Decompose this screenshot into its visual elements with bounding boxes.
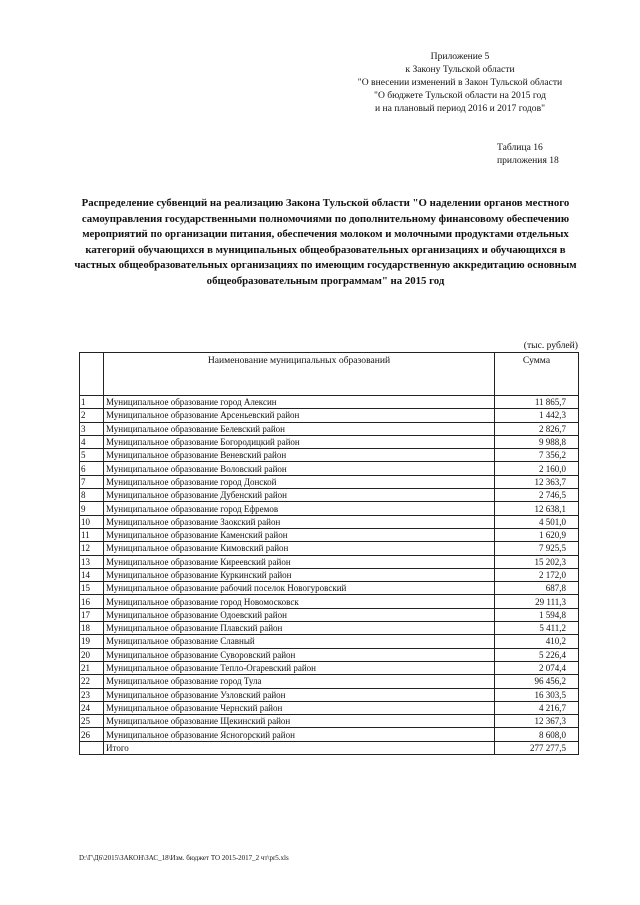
row-name-cell: Муниципальное образование Одоевский район (104, 608, 495, 621)
row-number-cell: 4 (80, 435, 104, 448)
row-name-cell: Муниципальное образование Суворовский район (104, 648, 495, 661)
table-row (80, 728, 579, 741)
row-name-cell: Муниципальное образование Дубенский район (104, 489, 495, 502)
row-sum-cell: 12 638,1 (495, 502, 579, 515)
table-row (80, 409, 579, 422)
row-number-cell: 8 (80, 489, 104, 502)
row-number-cell: 26 (80, 728, 104, 741)
appendix-block (345, 50, 575, 115)
row-name-cell: Муниципальное образование Тепло-Огаревский район (104, 661, 495, 674)
row-sum-cell: 1 594,8 (495, 608, 579, 621)
row-sum-cell: 4 501,0 (495, 515, 579, 528)
row-number-cell: 14 (80, 568, 104, 581)
table-row (80, 608, 579, 621)
table-row (80, 675, 579, 688)
row-name-cell: Муниципальное образование город Новомосковск (104, 595, 495, 608)
row-sum-cell: 1 442,3 (495, 409, 579, 422)
table-label (497, 141, 597, 167)
table-row (80, 515, 579, 528)
row-sum-cell: 8 608,0 (495, 728, 579, 741)
row-number-cell: 18 (80, 622, 104, 635)
table-header-row (80, 353, 579, 396)
header-name-cell: Наименование муниципальных образований (104, 353, 495, 396)
row-sum-cell: 12 363,7 (495, 475, 579, 488)
row-number-cell: 9 (80, 502, 104, 515)
row-number-cell: 24 (80, 701, 104, 714)
row-number-cell: 25 (80, 715, 104, 728)
row-number-cell: 19 (80, 635, 104, 648)
table-row (80, 489, 579, 502)
row-sum-cell: 4 216,7 (495, 701, 579, 714)
table-row (80, 595, 579, 608)
appendix-line-3: "О внесении изменений в Закон Тульской области (357, 77, 563, 88)
row-sum-cell: 7 925,5 (495, 542, 579, 555)
row-number-cell: 22 (80, 675, 104, 688)
row-name-cell: Муниципальное образование город Ефремов (104, 502, 495, 515)
table-row (80, 422, 579, 435)
row-sum-cell: 16 303,5 (495, 688, 579, 701)
row-sum-cell: 29 111,3 (495, 595, 579, 608)
row-sum-cell: 2 074,4 (495, 661, 579, 674)
table-row (80, 528, 579, 541)
appendix-line-2: к Закону Тульской области (405, 64, 515, 75)
row-name-cell: Муниципальное образование Заокский район (104, 515, 495, 528)
table-row (80, 635, 579, 648)
row-number-cell: 13 (80, 555, 104, 568)
row-sum-cell: 12 367,3 (495, 715, 579, 728)
row-name-cell: Муниципальное образование Чернский район (104, 701, 495, 714)
row-name-cell: Муниципальное образование Веневский район (104, 449, 495, 462)
row-name-cell: Муниципальное образование Богородицкий район (104, 435, 495, 448)
table-row (80, 435, 579, 448)
row-sum-cell: 687,8 (495, 582, 579, 595)
row-sum-cell: 11 865,7 (495, 396, 579, 409)
subsidy-table (79, 352, 579, 755)
row-number-cell: 10 (80, 515, 104, 528)
row-number-cell: 17 (80, 608, 104, 621)
row-number-cell: 16 (80, 595, 104, 608)
appendix-line-5: и на плановый период 2016 и 2017 годов" (374, 103, 546, 114)
table-row (80, 555, 579, 568)
table-row (80, 396, 579, 409)
row-sum-cell: 2 826,7 (495, 422, 579, 435)
total-number-cell (80, 741, 104, 754)
row-sum-cell: 410,2 (495, 635, 579, 648)
row-name-cell: Муниципальное образование город Донской (104, 475, 495, 488)
row-name-cell: Муниципальное образование Киреевский район (104, 555, 495, 568)
row-name-cell: Муниципальное образование Белевский район (104, 422, 495, 435)
row-number-cell: 3 (80, 422, 104, 435)
row-sum-cell: 5 226,4 (495, 648, 579, 661)
table-row (80, 688, 579, 701)
units-label: (тыс. рублей) (523, 340, 578, 351)
table-row (80, 715, 579, 728)
row-name-cell: Муниципальное образование город Тула (104, 675, 495, 688)
table-row (80, 568, 579, 581)
appendix-line-1: Приложение 5 (430, 51, 490, 62)
row-sum-cell: 2 172,0 (495, 568, 579, 581)
row-name-cell: Муниципальное образование рабочий поселок Новогуровский (104, 582, 495, 595)
row-sum-cell: 7 356,2 (495, 449, 579, 462)
row-sum-cell: 5 411,2 (495, 622, 579, 635)
table-row (80, 502, 579, 515)
row-name-cell: Муниципальное образование Кимовский район (104, 542, 495, 555)
row-sum-cell: 2 160,0 (495, 462, 579, 475)
row-name-cell: Муниципальное образование Щекинский район (104, 715, 495, 728)
header-sum-cell: Сумма (495, 353, 579, 396)
appendix-line-4: "О бюджете Тульской области на 2015 год (374, 90, 546, 101)
table-row (80, 622, 579, 635)
row-name-cell: Муниципальное образование Воловский район (104, 462, 495, 475)
table-row (80, 661, 579, 674)
row-number-cell: 20 (80, 648, 104, 661)
table-row (80, 648, 579, 661)
table-label-line-2: приложения 18 (497, 155, 559, 166)
row-sum-cell: 1 620,9 (495, 528, 579, 541)
row-name-cell: Муниципальное образование Славный (104, 635, 495, 648)
row-number-cell: 1 (80, 396, 104, 409)
table-row (80, 701, 579, 714)
row-number-cell: 23 (80, 688, 104, 701)
row-sum-cell: 9 988,8 (495, 435, 579, 448)
row-name-cell: Муниципальное образование Узловский район (104, 688, 495, 701)
row-name-cell: Муниципальное образование Куркинский район (104, 568, 495, 581)
row-number-cell: 21 (80, 661, 104, 674)
row-number-cell: 12 (80, 542, 104, 555)
document-title: Распределение субвенций на реализацию Закона Тульской области "О наделении органов местного самоуправления государственными полномочиями по дополнительному финансовому обеспечению мероприятий по организации питания, обеспечения молоком и молочными продуктами отдельных категорий обучающихся в муниципальных общеобразовательных организациях и обучающихся в частных общеобразовательных организациях по имеющим государственную аккредитацию основным общеобразовательным программам" на 2015 год (74, 197, 577, 287)
row-number-cell: 6 (80, 462, 104, 475)
row-name-cell: Муниципальное образование Ясногорский район (104, 728, 495, 741)
table-row (80, 542, 579, 555)
table-row (80, 582, 579, 595)
row-sum-cell: 96 456,2 (495, 675, 579, 688)
row-number-cell: 5 (80, 449, 104, 462)
row-name-cell: Муниципальное образование Плавский район (104, 622, 495, 635)
total-sum-cell: 277 277,5 (495, 741, 579, 754)
total-row (80, 741, 579, 754)
header-number-cell (80, 353, 104, 396)
table-row (80, 449, 579, 462)
table-label-line-1: Таблица 16 (497, 142, 543, 153)
row-number-cell: 15 (80, 582, 104, 595)
row-name-cell: Муниципальное образование Арсеньевский район (104, 409, 495, 422)
row-name-cell: Муниципальное образование Каменский район (104, 528, 495, 541)
row-name-cell: Муниципальное образование город Алексин (104, 396, 495, 409)
file-path-footer: D:\Г\Д6\2015\ЗАКОН\ЗАС_18\Изм. бюджет ТО 2015-2017_2 чт\pr5.xls (79, 854, 289, 862)
row-number-cell: 2 (80, 409, 104, 422)
row-sum-cell: 2 746,5 (495, 489, 579, 502)
row-sum-cell: 15 202,3 (495, 555, 579, 568)
row-number-cell: 7 (80, 475, 104, 488)
row-number-cell: 11 (80, 528, 104, 541)
table-row (80, 475, 579, 488)
total-label-cell: Итого (104, 741, 495, 754)
table-row (80, 462, 579, 475)
